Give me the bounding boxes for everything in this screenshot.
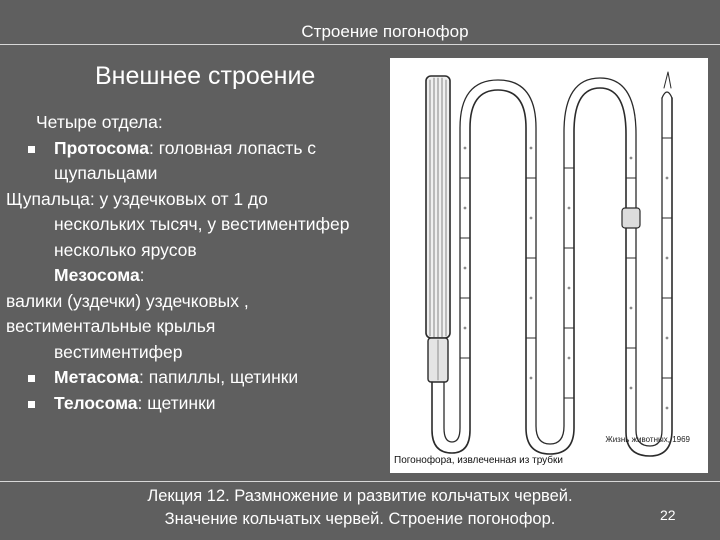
top-rule [0, 44, 720, 45]
wings-cont: вестиментифер [54, 341, 183, 362]
bullet-square-icon [28, 401, 35, 408]
header-title: Строение погонофор [301, 22, 469, 41]
term-protosoma: Протосома [54, 137, 149, 158]
figure-credit: Жизнь животных, 1969 [605, 435, 690, 444]
pogonophora-worm-illustration [390, 58, 708, 473]
protosoma-cont: щупальцами [54, 163, 158, 183]
tentacles-line: Щупальца: у уздечковых от 1 до [6, 188, 268, 209]
page-number: 22 [660, 507, 676, 523]
figure-caption: Погонофора, извлеченная из трубки [394, 455, 563, 466]
slide-content [6, 110, 386, 416]
protosoma-text: : головная лопасть с [148, 137, 317, 158]
footer-line-1: Лекция 12. Размножение и развитие кольчатых червей. [147, 487, 573, 505]
bullet-square-icon [28, 375, 35, 382]
telosoma-text: : щетинки [137, 392, 216, 413]
pogonophora-figure [390, 58, 708, 473]
bullet-protosoma [6, 136, 386, 162]
term-telosoma: Телосома [54, 392, 138, 413]
mesosoma-colon: : [139, 265, 145, 285]
bullet-metasoma [6, 365, 386, 391]
papillae-dots [464, 147, 669, 410]
tentacles-cont-2: несколько ярусов [54, 239, 197, 260]
slide-heading: Внешнее строение [95, 62, 316, 90]
bullet-telosoma [6, 391, 386, 417]
wings-line: вестиментальные крылья [6, 316, 216, 336]
footer-line-2: Значение кольчатых червей. Строение погонофор. [164, 510, 556, 528]
bottom-rule [0, 481, 720, 482]
bullet-square-icon [28, 146, 35, 153]
tentacles-cont-1: нескольких тысяч, у вестиментифер [54, 214, 350, 234]
term-mesosoma: Мезосома [54, 265, 140, 285]
ridges-line: валики (уздечки) уздечковых , [6, 290, 249, 311]
footer [80, 485, 640, 531]
metasoma-text: : папиллы, щетинки [139, 367, 299, 387]
term-metasoma: Метасома [54, 367, 140, 387]
mesosoma-line [6, 263, 386, 289]
intro-line: Четыре отдела: [36, 112, 163, 132]
